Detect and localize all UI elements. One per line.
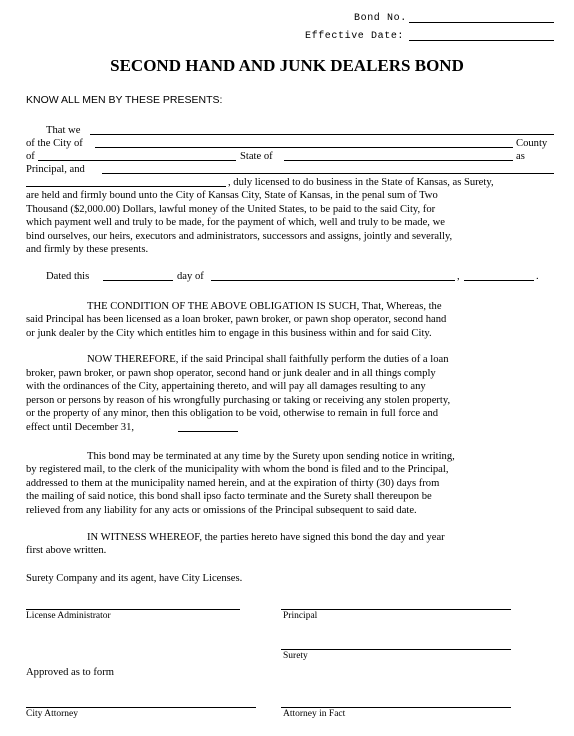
para1-line6: and firmly by these presents. xyxy=(26,244,149,255)
dated-comma: , xyxy=(457,271,460,282)
city-field[interactable] xyxy=(95,147,513,148)
license-administrator-label: License Administrator xyxy=(26,611,111,621)
state-of-label: State of xyxy=(240,151,273,162)
condition-line3: or junk dealer by the City which entitles him to engage in this business within and for said City. xyxy=(26,328,432,339)
bond-no-label: Bond No. xyxy=(354,13,407,24)
para1-line5: bind ourselves, our heirs, executors and administrators, successors and assigns, jointly and severally, xyxy=(26,231,453,242)
of-city-label: of the City of xyxy=(26,138,83,149)
state-field[interactable] xyxy=(284,160,513,161)
surety-name-field-1[interactable] xyxy=(102,173,554,174)
approved-as-to-form-label: Approved as to form xyxy=(26,667,114,678)
county-label: County xyxy=(516,138,548,149)
county-name-field[interactable] xyxy=(38,160,236,161)
now-therefore-line3: with the ordinances of the City, appertaining thereto, and will pay all damages resulting to any xyxy=(26,381,426,392)
as-label: as xyxy=(516,151,525,162)
dated-period: . xyxy=(536,271,539,282)
attorney-in-fact-signature-line[interactable] xyxy=(281,707,511,708)
termination-line3: addressed to them at the municipality named herein, and at the expiration of thirty (30) days from xyxy=(26,478,440,489)
now-therefore-line5: or the property of any minor, then this obligation to be void, otherwise to remain in full force and xyxy=(26,408,439,419)
dated-day-field[interactable] xyxy=(103,280,173,281)
witness-line1: IN WITNESS WHEREOF, the parties hereto have signed this bond the day and year xyxy=(87,532,445,543)
effective-date-field[interactable] xyxy=(409,40,554,41)
dated-year-field[interactable] xyxy=(464,280,534,281)
para1-line1: , duly licensed to do business in the State of Kansas, as Surety, xyxy=(228,177,494,188)
document-title: SECOND HAND AND JUNK DEALERS BOND xyxy=(110,56,464,75)
witness-line2: first above written. xyxy=(26,545,107,556)
termination-line1: This bond may be terminated at any time by the Surety upon sending notice in writing, xyxy=(87,451,455,462)
dated-this-label: Dated this xyxy=(46,271,90,282)
city-attorney-label: City Attorney xyxy=(26,709,78,719)
surety-licenses-text: Surety Company and its agent, have City Licenses. xyxy=(26,573,243,584)
day-of-label: day of xyxy=(177,271,204,282)
surety-name-field-2[interactable] xyxy=(26,186,226,187)
surety-label: Surety xyxy=(283,651,308,661)
para1-line2: are held and firmly bound unto the City of Kansas City, State of Kansas, in the penal sum of Two xyxy=(26,190,438,201)
now-therefore-line4: person or persons by reason of his wrongfully purchasing or taking or receiving any stolen property, xyxy=(26,395,451,406)
principal-signature-line[interactable] xyxy=(281,609,511,610)
license-administrator-signature-line[interactable] xyxy=(26,609,240,610)
principal-and-label: Principal, and xyxy=(26,164,85,175)
bond-no-field[interactable] xyxy=(409,22,554,23)
termination-line4: the mailing of said notice, this bond shall ipso facto terminate and the Surety shall thereupon be xyxy=(26,491,432,502)
surety-signature-line[interactable] xyxy=(281,649,511,650)
attorney-in-fact-label: Attorney in Fact xyxy=(283,709,346,719)
effective-date-label: Effective Date: xyxy=(305,31,405,42)
condition-line2: said Principal has been licensed as a loan broker, pawn broker, or pawn shop operator, second hand xyxy=(26,314,447,325)
termination-line2: by registered mail, to the clerk of the municipality with whom the bond is filed and to the Principal, xyxy=(26,464,449,475)
now-therefore-line6: effect until December 31, xyxy=(26,422,135,433)
para1-line4: which payment well and truly to be made, for the payment of which, well and truly to be made, we xyxy=(26,217,445,228)
that-we-field[interactable] xyxy=(90,134,554,135)
now-therefore-line1: NOW THEREFORE, if the said Principal shall faithfully perform the duties of a loan xyxy=(87,354,449,365)
december-year-field[interactable] xyxy=(178,431,238,432)
dated-month-field[interactable] xyxy=(211,280,455,281)
intro-text: KNOW ALL MEN BY THESE PRESENTS: xyxy=(26,94,223,106)
para1-line3: Thousand ($2,000.00) Dollars, lawful money of the United States, to be paid to the said City, for xyxy=(26,204,436,215)
city-attorney-signature-line[interactable] xyxy=(26,707,256,708)
of-label: of xyxy=(26,151,35,162)
now-therefore-line2: broker, pawn broker, or pawn shop operator, second hand or junk dealer and in all things comply xyxy=(26,368,436,379)
termination-line5: relieved from any liability for any acts or omissions of the Principal subsequent to said date. xyxy=(26,505,417,516)
principal-label: Principal xyxy=(283,611,318,621)
condition-line1: THE CONDITION OF THE ABOVE OBLIGATION IS SUCH, That, Whereas, the xyxy=(87,301,442,312)
that-we-label: That we xyxy=(46,125,81,136)
